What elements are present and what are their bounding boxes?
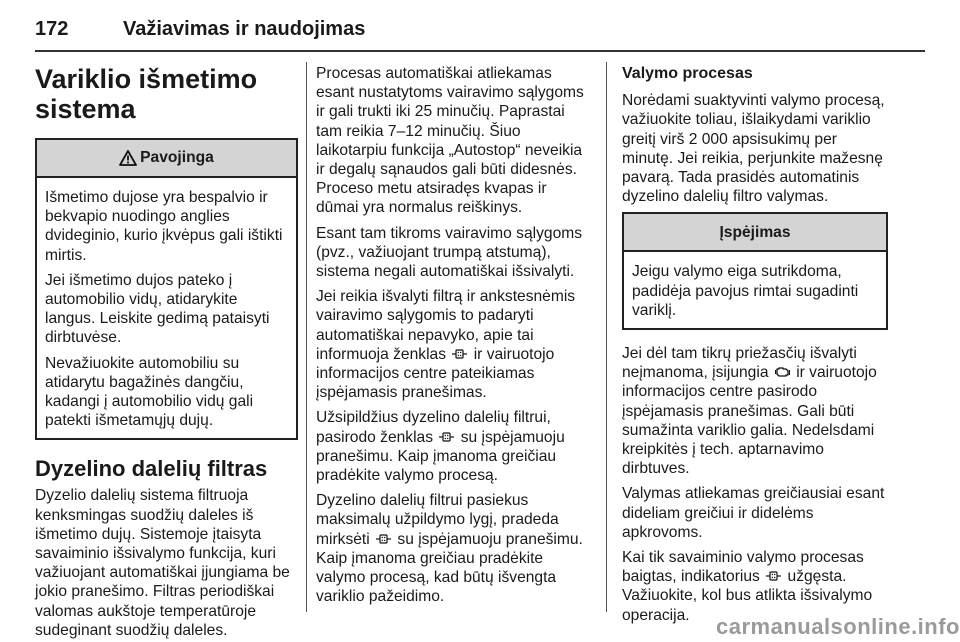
running-title: Važiavimas ir naudojimas [123,18,366,40]
text-fragment: Užsipildžius dyzelino dalelių filtrui, pasirodo ženklas [316,409,551,446]
text-fragment: Jei dėl tam tikrų priežasčių išvalyti neįmanoma, įsijungia [622,345,857,382]
danger-box-title: Pavojinga [140,149,214,167]
page-header [35,8,925,48]
subsection-title: Dyzelino dalelių filtras [35,456,268,482]
engine-check-icon [775,365,790,379]
text-fragment: Kai tik savaiminio valymo procesas baigtas, indikatorius [622,549,864,586]
particle-filter-icon [766,569,781,583]
sub-heading: Valymo procesas [622,65,753,82]
danger-paragraph: Išmetimo dujose yra bespalvio ir bekvapio nuodingo anglies dvideginio, kurio įkvėpus gali ištikti mirtis. [45,189,283,264]
section-title: Variklio išmetimo sistema [35,64,258,124]
column-3 [622,64,888,631]
warning-box-header [624,214,886,252]
warning-text: Jeigu valymo eiga sutrikdoma, padidėja pavojus rimtai sugadinti variklį. [632,263,859,319]
text-fragment: ir vairuotojo informacijos centre pasirodo įspėjamasis pranešimas. Gali būti sumažinta variklio galia. Nedelsdami kreipkitės į tech. aptarnavimo dirbtuves. [622,364,877,478]
danger-box [35,138,298,440]
body-paragraph: Esant tam tikroms vairavimo sąlygoms (pvz., važiuojant trumpą atstumą), sistema negali automatiškai išsivalyti. [316,224,583,281]
text-fragment: su įspėjamuoju pranešimu. Kaip įmanoma greičiau pradėkite valymo procesą. [316,428,565,485]
watermark: carmanualsonline.info [716,614,960,639]
body-paragraph [316,287,590,402]
particle-filter-icon [376,532,391,546]
page-number: 172 [35,18,69,40]
body-paragraph [316,408,590,485]
danger-paragraph: Nevažiuokite automobiliu su atidarytu bagažinės dangčiu, kadangi į automobilio vidų gali patekti išmetamųjų dujų. [45,354,254,430]
body-paragraph [316,491,590,606]
warning-box [622,212,888,330]
text-fragment: Dyzelino dalelių filtrui pasiekus maksimalų užpildymo lygį, pradeda mirksėti [316,492,559,548]
danger-box-body [37,178,296,438]
text-fragment: užgęsta. Važiuokite, kol bus atlikta išsivalymo operacija. [622,568,873,624]
text-fragment: ir vairuotojo informacijos centre pateikiamas įspėjamasis pranešimas. [316,345,555,402]
body-paragraph: Procesas automatiškai atliekamas esant nustatytoms vairavimo sąlygoms ir gali trukti iki 25 minučių. Paprastai tam reikia 7–12 minučių. Šiuo laikotarpiu funkcija „Autostop“ neveikia ir degalų sąnaudos gali būti didesnės. Proceso metu atsiradęs kvapas ir dūmai yra normalus reiškinys. [316,65,584,217]
particle-filter-icon [452,347,467,361]
column-divider [306,62,307,612]
warning-box-body [624,252,886,328]
particle-filter-icon [439,430,454,444]
warning-triangle-icon [119,150,137,166]
text-fragment: su įspėjamuoju pranešimu. Kaip įmanoma greičiau pradėkite valymo procesą, kad būtų išvengta variklio pažeidimo. [316,530,583,606]
column-1 [35,64,298,642]
warning-box-title: Įspėjimas [719,223,791,241]
text-fragment: Jei reikia išvalyti filtrą ir ankstesnėmis vairavimo sąlygomis to padaryti automatiškai nepavyko, apie tai informuoja ženklas [316,288,576,363]
column-2 [316,64,590,612]
danger-box-header [37,140,296,178]
column-divider [606,62,607,612]
body-paragraph: Valymas atliekamas greičiausiai esant dideliam greičiui ir didelėms apkrovoms. [622,485,885,541]
body-paragraph: Norėdami suaktyvinti valymo procesą, važiuokite toliau, išlaikydami variklio greitį virš 2 000 apsisukimų per minutę. Jei reikia, perjunkite mažesnę pavarą. Tada prasidės automatinis dyzelino dalelių filtro valymas. [622,92,885,206]
header-rule [35,50,925,52]
body-paragraph: Dyzelio dalelių sistema filtruoja kenksmingas suodžių daleles iš išmetimo dujų. Sistemoje įtaisyta savaiminio išsivalymo funkcija, kuri važiuojant automatiškai įjungiama be jokio pranešimo. Filtras periodiškai valomas aukštoje temperatūroje sudeginant suodžių daleles. [35,487,290,639]
body-paragraph [622,344,888,478]
danger-paragraph: Jei išmetimo dujos pateko į automobilio vidų, atidarykite langus. Leiskite gedimą pataisyti dirbtuvėse. [45,271,270,347]
